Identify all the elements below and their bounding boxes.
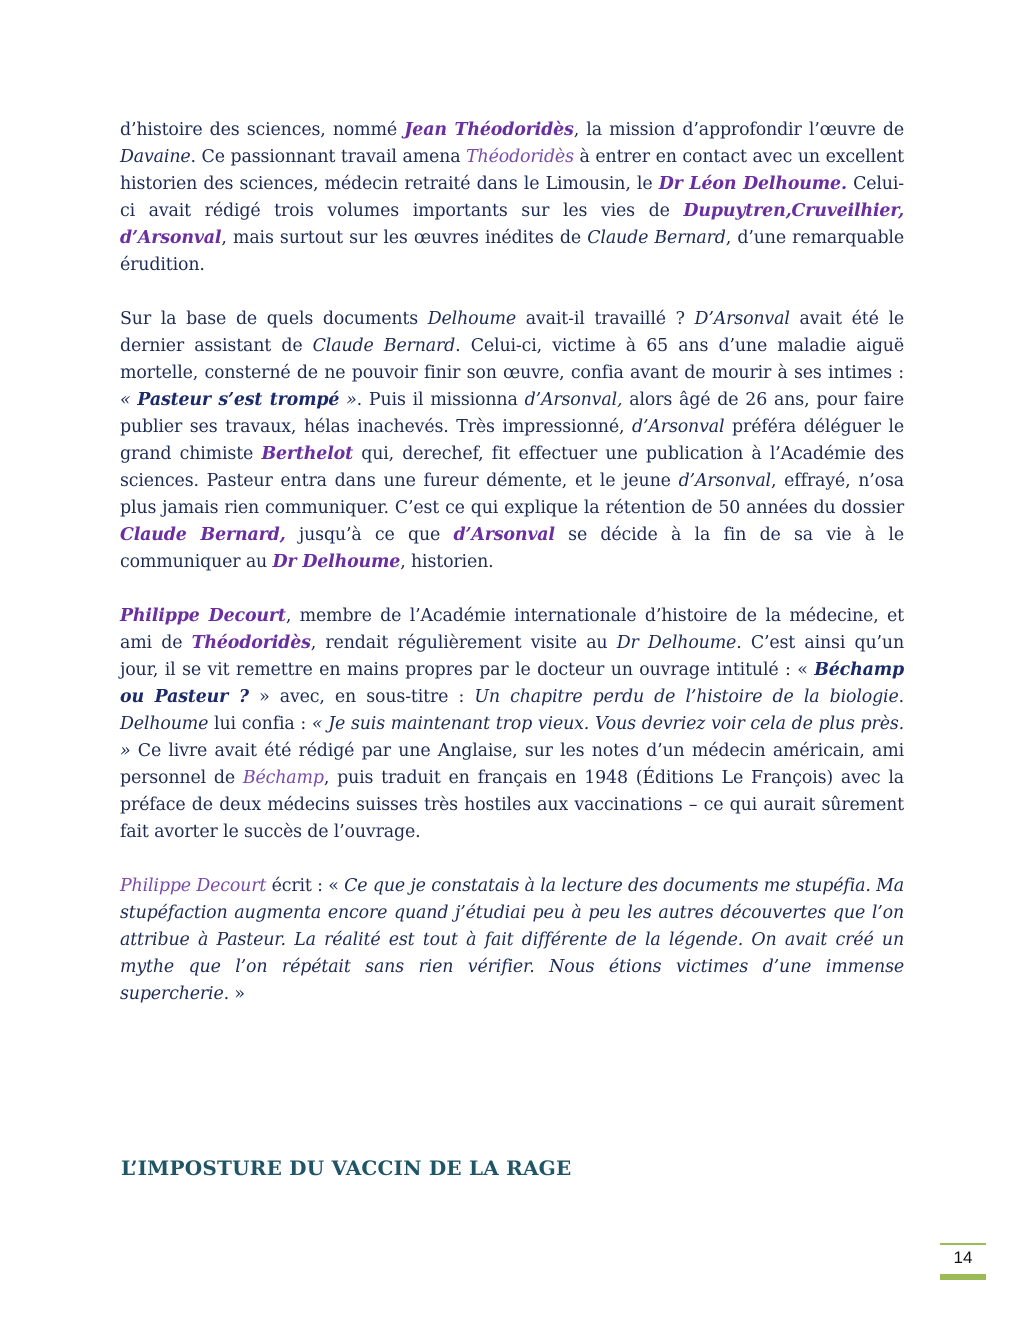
highlighted-name: Dupuytren,Cruveilhier, d’Arsonval	[120, 201, 904, 248]
text-run: , la mission d’approfondir l’œuvre de	[573, 120, 905, 140]
italic-run: Delhoume	[427, 309, 516, 329]
purple-italic-name: Théodoridès	[466, 147, 574, 167]
text-run: .	[898, 687, 904, 707]
section-heading: L’IMPOSTURE DU VACCIN DE LA RAGE	[121, 1156, 572, 1180]
italic-run: Un chapitre perdu de l’histoire de la biologie	[474, 687, 899, 707]
text-run: Celui-ci avait rédigé trois volumes importants sur les vies de	[120, 174, 904, 221]
text-run: Sur la base de quels documents	[120, 309, 428, 329]
paragraph	[120, 603, 904, 846]
italic-run: Claude Bernard	[587, 228, 726, 248]
text-run: , effrayé, n’osa plus jamais rien communiquer. C’est ce qui explique la rétention de 50 années du dossier	[120, 471, 904, 518]
italic-run: Claude Bernard	[312, 336, 456, 356]
highlighted-name: Jean Théodoridès	[404, 120, 574, 140]
emphasized-quote: Béchamp ou Pasteur ?	[120, 660, 904, 707]
highlighted-name: Philippe Decourt	[120, 606, 286, 626]
emphasized-quote: Pasteur s’est trompé	[137, 390, 340, 410]
italic-run: Davaine	[120, 147, 191, 167]
highlighted-name: Théodoridès	[191, 633, 311, 653]
paragraph	[120, 306, 904, 576]
text-run: se décide à la fin de sa vie à le communiquer au	[120, 525, 904, 572]
text-run: » avec, en sous-titre :	[248, 687, 475, 707]
text-run: , puis traduit en français en 1948 (Éditions Le François) avec la préface de deux médecins suisses très hostiles aux vaccinations – ce qui aurait sûrement fait avorter le succès de l’ouvrage.	[120, 768, 905, 842]
highlighted-name: d’Arsonval	[453, 525, 555, 545]
text-run: préféra déléguer le grand chimiste	[120, 417, 904, 464]
text-run: , mais surtout sur les œuvres inédites de	[221, 228, 588, 248]
italic-run: «	[120, 390, 138, 410]
text-run: Ce livre avait été rédigé par une Anglaise, sur les notes d’un médecin américain, ami personnel de	[120, 741, 904, 788]
page-number-block	[940, 1243, 986, 1280]
text-run: , membre de l’Académie internationale d’histoire de la médecine, et ami de	[120, 606, 904, 653]
page-number: 14	[953, 1248, 973, 1267]
paragraph	[120, 117, 904, 279]
italic-run: »	[339, 390, 357, 410]
text-run: , rendait régulièrement visite au	[310, 633, 617, 653]
italic-run: « Je suis maintenant trop vieux. Vous devriez voir cela de plus près. »	[120, 714, 904, 761]
italic-run: D’Arsonval	[694, 309, 790, 329]
text-run: , historien.	[400, 552, 494, 572]
text-run: . C’est ainsi qu’un jour, il se vit remettre en mains propres par le docteur un ouvrage intitulé : «	[120, 633, 904, 680]
italic-run: Delhoume	[120, 714, 209, 734]
text-run: alors âgé de 26 ans, pour faire publier ses travaux, hélas inachevés. Très impressionné,	[120, 390, 904, 437]
text-run: jusqu’à ce que	[285, 525, 454, 545]
highlighted-name: Dr Léon Delhoume.	[658, 174, 847, 194]
highlighted-name: Dr Delhoume	[272, 552, 401, 572]
italic-run: d’Arsonval	[678, 471, 771, 491]
text-run: à entrer en contact avec un excellent historien des sciences, médecin retraité dans le Limousin, le	[120, 147, 904, 194]
purple-italic-name: Philippe Decourt	[120, 876, 267, 896]
highlighted-name: Berthelot	[261, 444, 353, 464]
document-body	[120, 117, 904, 1035]
text-run: écrit : «	[266, 876, 345, 896]
text-run: d’histoire des sciences, nommé	[120, 120, 405, 140]
text-run: lui confia :	[208, 714, 312, 734]
highlighted-name: Claude Bernard,	[120, 525, 286, 545]
text-run: avait été le dernier assistant de	[120, 309, 905, 356]
italic-run: d’Arsonval,	[524, 390, 623, 410]
text-run: . Celui-ci, victime à 65 ans d’une maladie aiguë mortelle, consterné de ne pouvoir finir son œuvre, confia avant de mourir à ses intimes :	[120, 336, 904, 383]
text-run: . Ce passionnant travail amena	[190, 147, 467, 167]
text-run: »	[229, 984, 245, 1004]
italic-run: Dr Delhoume	[616, 633, 737, 653]
purple-italic-name: Béchamp	[242, 768, 324, 788]
text-run: avait-il travaillé ?	[516, 309, 695, 329]
italic-run: d’Arsonval	[632, 417, 725, 437]
text-run: . Puis il missionna	[356, 390, 525, 410]
text-run: qui, derechef, fit effectuer une publication à l’Académie des sciences. Pasteur entra dans une fureur démente, et le jeune	[120, 444, 905, 491]
paragraph	[120, 873, 904, 1008]
italic-run: Ce que je constatais à la lecture des documents me stupéfia. Ma stupéfaction augmenta encore quand j’étudiai peu à peu les autres découvertes que l’on attribue à Pasteur. La réalité est tout à fait différente de la légende. On avait créé un mythe que l’on répétait sans rien vérifier. Nous étions victimes d’une immense supercherie.	[120, 876, 904, 1004]
text-run: , d’une remarquable érudition.	[120, 228, 904, 275]
page-number-bottom-rule	[940, 1274, 986, 1280]
